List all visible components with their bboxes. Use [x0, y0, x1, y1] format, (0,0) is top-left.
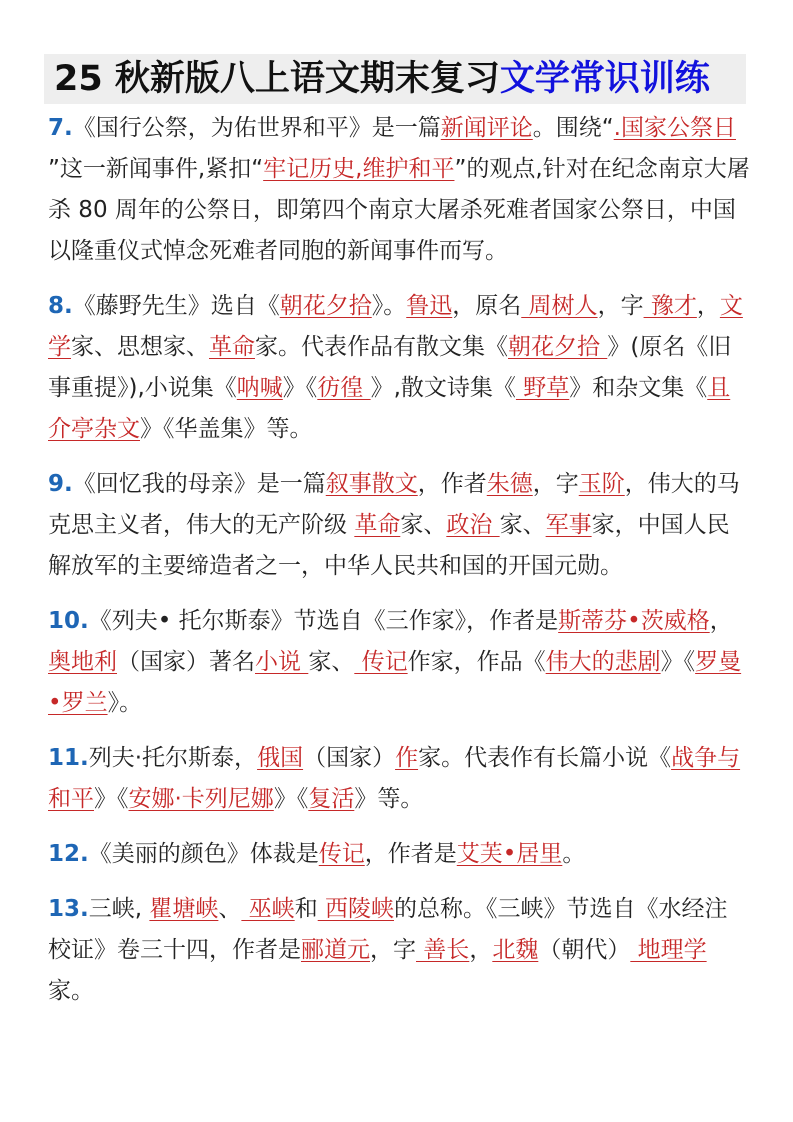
question-text: 》《	[273, 786, 309, 812]
question-text: 。围绕“	[532, 115, 614, 141]
question-text: ，原名	[452, 293, 522, 319]
question-number: 9.	[48, 471, 73, 497]
answer-text: 西陵峡	[317, 896, 394, 922]
question-number: 7.	[48, 115, 73, 141]
question-text: 》。	[371, 293, 407, 319]
title-highlight: 文学常识训练	[499, 59, 710, 99]
answer-text: 安娜·卡列尼娜	[128, 786, 274, 812]
question-text: 《列夫• 托尔斯泰》节选自《三作家》，作者是	[88, 608, 559, 634]
question-text: ，字	[532, 471, 579, 497]
question-text: 家。代表作有长篇小说《	[418, 745, 672, 771]
question-text: 和	[294, 896, 318, 922]
question-text: ”这一新闻事件,紧扣“	[48, 156, 264, 182]
question-text: ，字	[370, 937, 416, 963]
answer-text: 北魏	[492, 937, 539, 963]
question-item	[48, 738, 750, 820]
question-text: ，伟大的马克思主义者，伟大的无产阶级	[48, 471, 740, 538]
answer-text: 呐喊	[236, 375, 283, 401]
answer-text: 作	[395, 745, 419, 771]
question-text: 》《	[660, 649, 696, 675]
answer-text: 野草	[515, 375, 570, 401]
question-text: ，	[709, 608, 733, 634]
question-text: 三峡,	[88, 896, 150, 922]
answer-text: 战争与和平	[48, 745, 741, 812]
question-text: ，字	[597, 293, 644, 319]
answer-text: 善长	[416, 937, 470, 963]
answer-text: 革命	[209, 334, 255, 360]
answer-text: 小说	[255, 649, 309, 675]
question-text: （国家）著名	[117, 649, 255, 675]
question-text: 家。代表作品有散文集《	[255, 334, 508, 360]
question-number: 12.	[48, 841, 89, 867]
question-text: 家。	[48, 978, 94, 1004]
question-text: 》。	[107, 690, 143, 716]
question-text: 家、	[400, 512, 447, 538]
question-text: ，	[696, 293, 720, 319]
answer-text: 叙事散文	[325, 471, 418, 497]
question-number: 13.	[48, 896, 89, 922]
question-text: 《美丽的颜色》体裁是	[88, 841, 319, 867]
question-text: 家、	[308, 649, 355, 675]
answer-text: 玉阶	[578, 471, 625, 497]
title-main: 25 秋新版八上语文期末复习	[54, 59, 500, 99]
question-text: （国家）	[303, 745, 396, 771]
question-item	[48, 834, 750, 875]
answer-text: 且介亭杂文	[48, 375, 731, 442]
question-text: ，作者是	[364, 841, 457, 867]
answer-text: 彷徨	[317, 375, 371, 401]
answer-text: 豫才	[643, 293, 697, 319]
answer-text: 朱德	[486, 471, 533, 497]
answer-text: 郦道元	[301, 937, 370, 963]
question-text: 《国行公祭，为佑世界和平》是一篇	[72, 115, 441, 141]
question-text: 》和杂文集《	[569, 375, 708, 401]
question-item	[48, 889, 750, 1012]
question-item	[48, 601, 750, 724]
answer-text: 斯蒂芬•茨威格	[558, 608, 710, 634]
question-text: 《藤野先生》选自《	[72, 293, 280, 319]
question-text: 》《华盖集》等。	[140, 416, 313, 442]
answer-text: 文学	[48, 293, 743, 360]
answer-text: 俄国	[257, 745, 304, 771]
question-text: 《回忆我的母亲》是一篇	[72, 471, 326, 497]
question-number: 10.	[48, 608, 89, 634]
question-text: 家、	[499, 512, 546, 538]
answer-text: 传记	[354, 649, 408, 675]
answer-text: 鲁迅	[406, 293, 453, 319]
question-item	[48, 108, 750, 272]
question-text: 的总称。《三峡》节选自《水经注校证》卷三十四，作者是	[48, 896, 728, 963]
question-text: 》等。	[354, 786, 424, 812]
question-text: 》《	[94, 786, 129, 812]
answer-text: 罗曼•罗兰	[48, 649, 742, 716]
answer-text: 周树人	[521, 293, 598, 319]
question-text: 。	[562, 841, 586, 867]
question-text: （朝代）	[538, 937, 631, 963]
answer-text: 牢记历史,维护和平	[263, 156, 455, 182]
question-text: 家、思想家、	[71, 334, 209, 360]
answer-text: .国家公祭日	[613, 115, 736, 141]
answer-text: 朝花夕拾	[279, 293, 372, 319]
question-text: ”的观点,针对在纪念南京大屠杀 80 周年的公祭日，即第四个南京大屠杀死难者国家公祭日，中国以隆重仪式悼念死难者同胞的新闻事件而写。	[48, 156, 750, 264]
answer-text: 新闻评论	[440, 115, 533, 141]
answer-text: 传记	[318, 841, 365, 867]
question-list	[48, 108, 750, 1026]
page-title	[44, 54, 746, 104]
question-number: 11.	[48, 745, 89, 771]
question-text: 列夫·托尔斯泰，	[88, 745, 258, 771]
answer-text: 政治	[446, 512, 500, 538]
question-text: 家，中国人民解放军的主要缔造者之一，中华人民共和国的开国元勋。	[48, 512, 730, 579]
question-text: 、	[218, 896, 242, 922]
answer-text: 瞿塘峡	[149, 896, 219, 922]
answer-text: 军事	[545, 512, 592, 538]
question-text: 》,散文诗集《	[370, 375, 516, 401]
answer-text: 巫峡	[241, 896, 295, 922]
answer-text: 伟大的悲剧	[545, 649, 661, 675]
question-text: 作家，作品《	[407, 649, 546, 675]
question-text: 》《	[282, 375, 318, 401]
answer-text: 奥地利	[48, 649, 117, 675]
question-text: ，	[469, 937, 493, 963]
answer-text: 朝花夕拾	[508, 334, 608, 360]
question-text: ，作者	[417, 471, 487, 497]
answer-text: 革命	[354, 512, 401, 538]
question-number: 8.	[48, 293, 73, 319]
question-item	[48, 464, 750, 587]
answer-text: 复活	[308, 786, 355, 812]
question-text: 》(原名《旧事重提》),小说集《	[48, 334, 732, 401]
answer-text: 艾芙•居里	[456, 841, 563, 867]
answer-text: 地理学	[630, 937, 707, 963]
question-item	[48, 286, 750, 450]
